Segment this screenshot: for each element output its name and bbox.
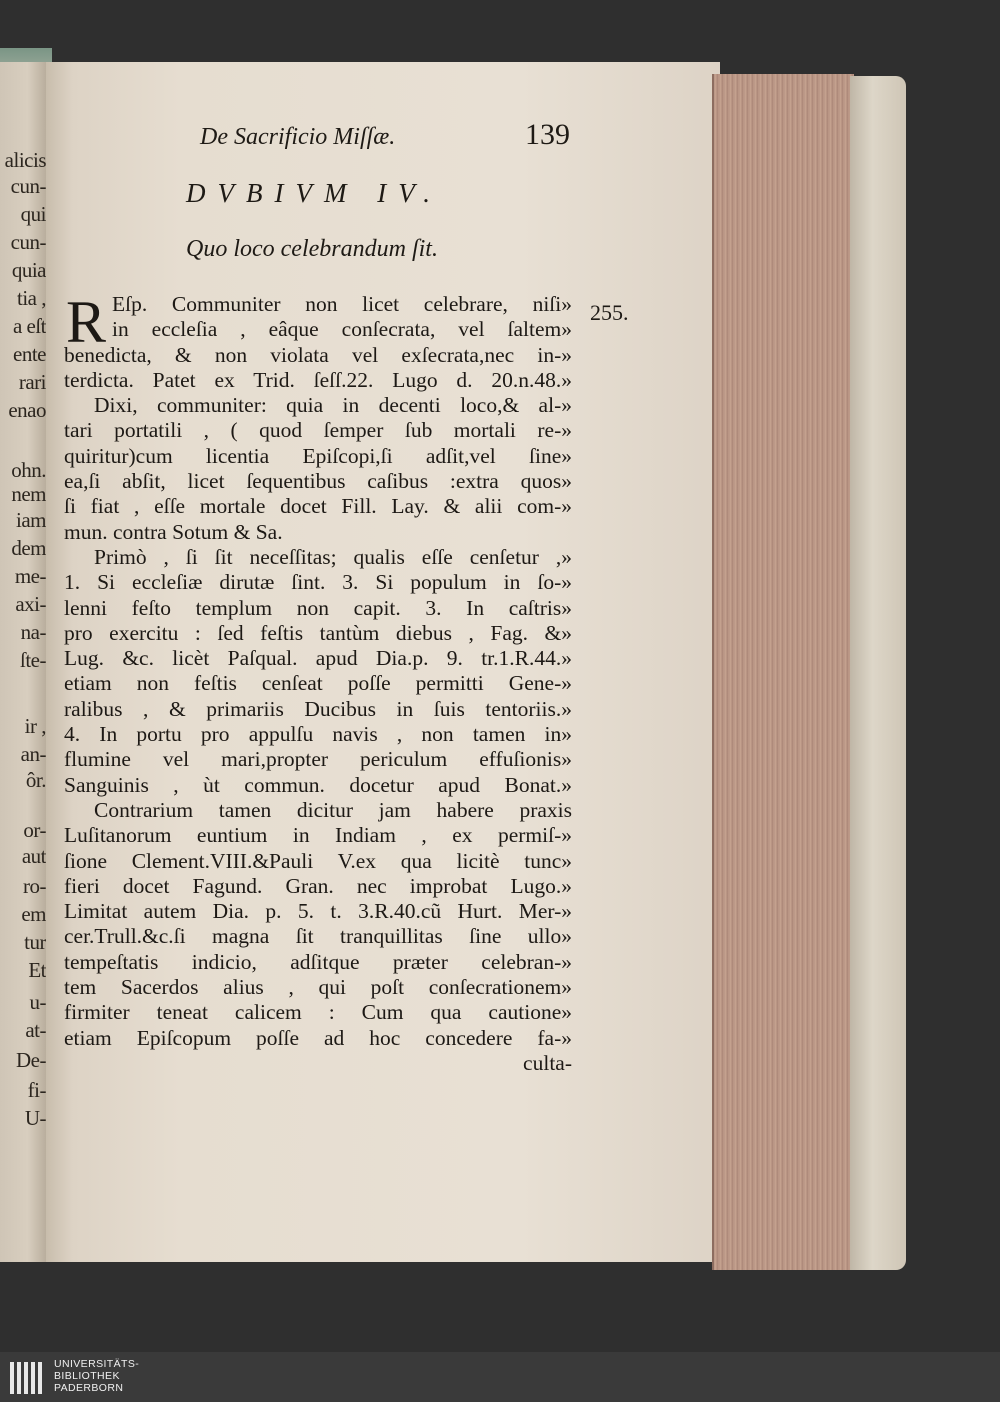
left-page-line: cun- (10, 174, 46, 198)
left-page-line: or- (23, 818, 46, 842)
left-page-line: ente (13, 342, 46, 366)
left-page-line: an- (20, 742, 46, 766)
left-page-line: at- (25, 1018, 46, 1042)
text-line: tempeſtatis indicio, adſitque præter celebran-» (64, 949, 572, 974)
text-line: Limitat autem Dia. p. 5. t. 3.R.40.cũ Hurt. Mer-» (64, 899, 572, 924)
left-page-line: tia , (17, 286, 46, 310)
text-line: Luſitanorum euntium in Indiam , ex permiſ-» (64, 823, 572, 848)
text-line: ſione Clement.VIII.&Pauli V.ex qua licitè tunc» (64, 848, 572, 873)
text-line: mun. contra Sotum & Sa. (64, 519, 283, 544)
text-line: Eſp. Communiter non licet celebrare, niſi» (112, 292, 572, 316)
text-line: etiam Epiſcopum poſſe ad hoc concedere fa-» (64, 1025, 572, 1050)
text-line: cer.Trull.&c.ſi magna ſit tranquillitas ſine ullo» (64, 924, 572, 949)
page-edges (712, 74, 854, 1270)
text-line: quiritur)cum licentia Epiſcopi,ſi adſit,vel ſine» (64, 443, 572, 468)
drop-capital: R (66, 289, 107, 355)
left-page-line: ohn. (11, 458, 46, 482)
left-page-line: aut (21, 844, 46, 868)
left-page-line: De- (16, 1048, 46, 1072)
logo-line: BIBLIOTHEK (54, 1370, 120, 1382)
left-page-line: qui (20, 202, 46, 226)
text-line: fieri docet Fagund. Gran. nec improbat Lugo.» (64, 873, 572, 898)
library-logo-icon (10, 1362, 44, 1394)
left-page-line: ro- (23, 874, 46, 898)
text-line: tem Sacerdos alius , qui poſt conſecrationem» (64, 975, 572, 1000)
left-page-line: ôr. (25, 768, 46, 792)
text-line: Contrarium tamen dicitur jam habere praxis (94, 797, 572, 822)
text-line: etiam non feſtis cenſeat poſſe permitti Gene-» (64, 671, 572, 696)
left-page-line: cun- (10, 230, 46, 254)
body-text (64, 289, 572, 1076)
marginal-number: 255. (590, 300, 629, 325)
left-page-line: a eſt (12, 314, 46, 338)
left-page-line: iam (16, 508, 46, 532)
left-page-line: axi- (15, 592, 46, 616)
text-line: ſi fiat , eſſe mortale docet Fill. Lay. & alii com-» (64, 494, 572, 519)
left-page-fragment (0, 62, 48, 1262)
text-line: Sanguinis , ùt commun. docetur apud Bonat.» (64, 772, 572, 797)
page-number: 139 (525, 118, 570, 151)
book-cover (850, 76, 906, 1270)
text-line: tari portatili , ( quod ſemper ſub mortali re-» (64, 418, 572, 443)
text-line: Primò , ſi ſit neceſſitas; qualis eſſe cenſetur ,» (94, 544, 572, 569)
section-subheading: Quo loco celebrandum ſit. (186, 236, 438, 262)
left-page-line: tur (24, 930, 46, 954)
left-page-line: rari (18, 370, 46, 394)
text-line: in eccleſia , eâque conſecrata, vel ſaltem» (112, 317, 572, 342)
left-page-line: ſte- (20, 648, 46, 672)
text-line: culta- (523, 1050, 572, 1075)
text-line: benedicta, & non violata vel exſecrata,nec in-» (64, 342, 572, 367)
left-page-line: dem (11, 536, 46, 560)
library-footer (0, 1352, 1000, 1402)
text-line: ea,ſi abſit, licet ſequentibus caſibus :extra quos» (64, 469, 572, 494)
text-line: 4. In portu pro appulſu navis , non tamen in» (64, 722, 572, 747)
left-page-line: U- (24, 1106, 46, 1130)
left-page-line: na- (20, 620, 46, 644)
text-line: 1. Si eccleſiæ dirutæ ſint. 3. Si populum in ſo-» (64, 570, 572, 595)
text-line: lenni feſto templum non capit. 3. In caſtris» (64, 595, 572, 620)
left-page-line: Et (28, 958, 46, 982)
left-page-line: enao (8, 398, 46, 422)
text-line: Lug. &c. licèt Paſqual. apud Dia.p. 9. tr.1.R.44.» (64, 646, 572, 671)
text-line: firmiter teneat calicem : Cum qua cautione» (64, 1000, 572, 1025)
text-line: Dixi, communiter: quia in decenti loco,& al-» (94, 393, 572, 418)
text-line: terdicta. Patet ex Trid. ſeſſ.22. Lugo d. 20.n.48.» (64, 367, 572, 392)
left-page-line: fi- (27, 1078, 46, 1102)
left-page-line: quia (11, 258, 46, 282)
text-line: pro exercitu : ſed feſtis tantùm diebus , Fag. &» (64, 620, 572, 645)
left-page-line: me- (14, 564, 46, 588)
left-page-line: nem (11, 482, 46, 506)
text-line: flumine vel mari,propter periculum effuſionis» (64, 747, 572, 772)
logo-line: PADERBORN (54, 1382, 124, 1394)
left-page-line: ir , (24, 714, 46, 738)
running-header (200, 118, 570, 158)
running-title: De Sacrificio Miſſæ. (200, 124, 396, 150)
library-logo-text (54, 1358, 139, 1394)
left-page-line: alicis (4, 148, 46, 172)
left-page-line: em (21, 902, 46, 926)
left-page-line: u- (29, 990, 46, 1014)
section-heading: DVBIVM IV. (186, 178, 442, 208)
logo-line: UNIVERSITÄTS- (54, 1358, 140, 1370)
text-line: ralibus , & primariis Ducibus in ſuis tentoriis.» (64, 696, 572, 721)
